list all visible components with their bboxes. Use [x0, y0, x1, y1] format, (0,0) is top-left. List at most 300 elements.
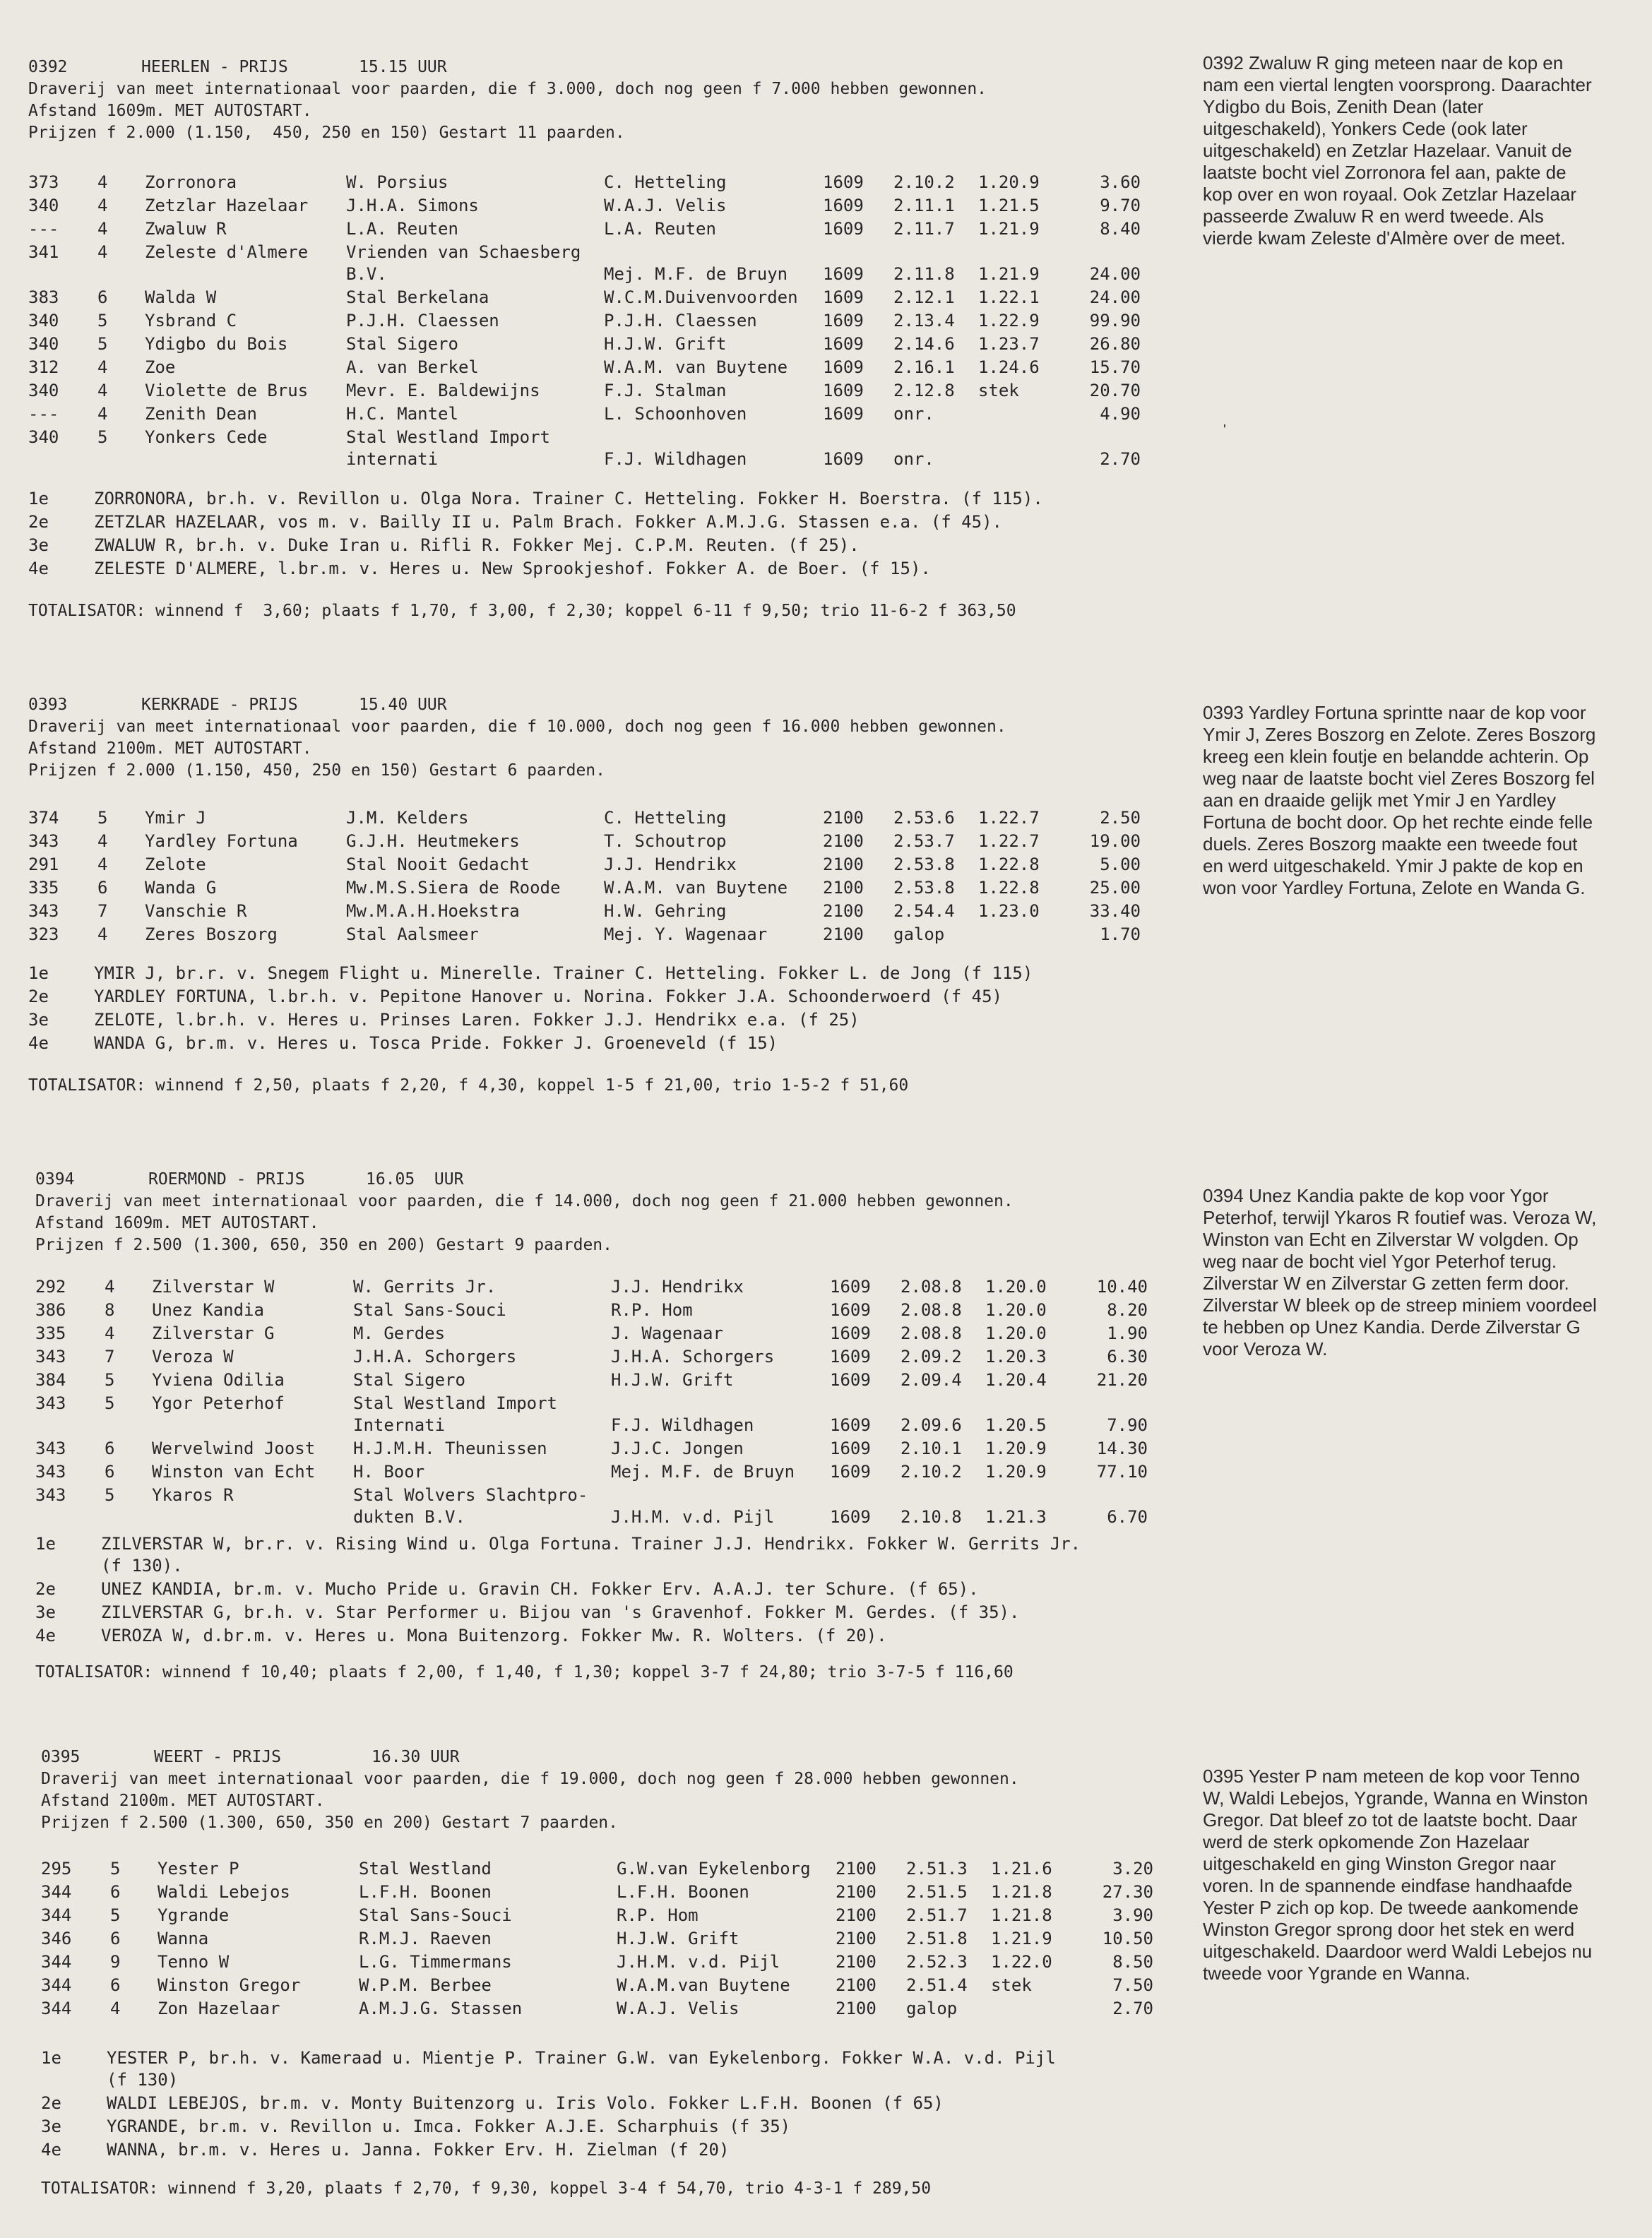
- cell-dist: 1609: [823, 311, 864, 331]
- cell-dist: 1609: [830, 1300, 871, 1320]
- cell-odds: 3.20: [1112, 1859, 1153, 1879]
- cell-t2: 1.24.6: [978, 357, 1040, 377]
- cell-dist: 1609: [823, 172, 864, 192]
- cell-t1: 2.08.8: [901, 1277, 962, 1297]
- cell-a: 5: [97, 808, 108, 828]
- cell-t2: 1.20.5: [985, 1415, 1047, 1435]
- placing-position: 1e: [35, 1534, 56, 1554]
- race-name: WEERT - PRIJS: [154, 1748, 282, 1766]
- cell-d: J.J. Hendrikx: [604, 855, 737, 874]
- placing-position: 4e: [41, 2140, 61, 2160]
- cell-n: 292: [35, 1277, 66, 1297]
- cell-t1: 2.53.8: [893, 878, 955, 898]
- placings: [41, 2047, 1213, 2162]
- race-time: 16.05 UUR: [366, 1170, 464, 1189]
- cell-t2: 1.20.0: [985, 1300, 1047, 1320]
- cell-a: 4: [97, 242, 108, 262]
- cell-n: 343: [35, 1347, 66, 1367]
- cell-dist: 1609: [823, 381, 864, 400]
- cell-o: Stal Wolvers Slachtpro-: [353, 1485, 588, 1505]
- cell-t1: 2.53.6: [893, 808, 955, 828]
- cell-n: 344: [41, 1905, 72, 1925]
- result-row: [28, 403, 1187, 426]
- cell-a: 8: [105, 1300, 115, 1320]
- race-name: HEERLEN - PRIJS: [141, 58, 288, 76]
- cell-o: A.M.J.G. Stassen: [359, 1999, 523, 2018]
- cell-t1: 2.09.6: [901, 1415, 962, 1435]
- cell-d: T. Schoutrop: [604, 831, 727, 851]
- cell-t1: 2.12.8: [893, 381, 955, 400]
- cell-d: J. Wagenaar: [611, 1323, 723, 1343]
- cell-o: W.P.M. Berbee: [359, 1975, 492, 1995]
- cell-dist: 2100: [836, 1882, 876, 1902]
- cell-t2: 1.20.9: [985, 1462, 1047, 1482]
- result-row: [35, 1345, 1194, 1369]
- placing-text: WANDA G, br.m. v. Heres u. Tosca Pride. Fokker J. Groeneveld (f 15): [94, 1033, 778, 1053]
- cell-a: 6: [110, 1975, 121, 1995]
- race-conditions: Draverij van meet internationaal voor paarden, die f 10.000, doch nog geen f 16.000 hebben gewonnen.: [28, 718, 1006, 736]
- placing-text: ZORRONORA, br.h. v. Revillon u. Olga Nora. Trainer C. Hetteling. Fokker H. Boerstra. (f 115).: [94, 489, 1043, 508]
- stray-mark: ': [1223, 422, 1226, 438]
- cell-n: 343: [35, 1485, 66, 1505]
- cell-odds: 1.70: [1100, 924, 1141, 944]
- race-conditions: Draverij van meet internationaal voor paarden, die f 19.000, doch nog geen f 28.000 hebben gewonnen.: [41, 1770, 1019, 1788]
- cell-t2: 1.20.4: [985, 1370, 1047, 1390]
- cell-n: 383: [28, 287, 59, 307]
- cell-a: 7: [105, 1347, 115, 1367]
- cell-t2: 1.21.6: [991, 1859, 1052, 1879]
- cell-a: 4: [105, 1277, 115, 1297]
- cell-h: Winston van Echt: [152, 1462, 316, 1482]
- cell-h: Unez Kandia: [152, 1300, 264, 1320]
- race-commentary: 0392 Zwaluw R ging meteen naar de kop en nam een viertal lengten voorsprong. Daarachter Ydigbo du Bois, Zenith Dean (later uitgeschakeld), Yonkers Cede (ook later uitgeschakeld) en Zetzlar Hazelaar. Vanuit de laatste bocht viel Zorronora fel aan, pakte de kop over en won royaal. Ook Zetzlar Hazelaar passeerde Zwaluw R en werd tweede. Als vierde kwam Zeleste d'Almère over de meet.: [1203, 52, 1592, 249]
- cell-dist: 1609: [823, 264, 864, 284]
- cell-odds: 3.60: [1100, 172, 1141, 192]
- placing-text-cont: (f 130): [107, 2070, 179, 2090]
- cell-dist: 1609: [830, 1323, 871, 1343]
- cell-d: J.J.C. Jongen: [611, 1439, 744, 1458]
- result-row: [28, 923, 1187, 946]
- cell-odds: 14.30: [1096, 1439, 1148, 1458]
- cell-owner-cont: B.V.: [346, 264, 387, 284]
- cell-dist: 2100: [823, 878, 864, 898]
- cell-h: Yonkers Cede: [145, 427, 268, 447]
- cell-t2: 1.22.8: [978, 855, 1040, 874]
- result-row: [28, 876, 1187, 900]
- cell-t2: 1.22.1: [978, 287, 1040, 307]
- cell-h: Zilverstar G: [152, 1323, 275, 1343]
- cell-odds: 24.00: [1089, 287, 1141, 307]
- cell-n: ---: [28, 219, 59, 239]
- cell-n: 343: [35, 1462, 66, 1482]
- cell-d: W.A.J. Velis: [617, 1999, 739, 2018]
- cell-d: F.J. Wildhagen: [604, 449, 747, 469]
- placing-line: [28, 557, 1201, 581]
- cell-d: Mej. M.F. de Bruyn: [604, 264, 788, 284]
- cell-o: Stal Berkelana: [346, 287, 489, 307]
- placing-line: [41, 2138, 1213, 2162]
- cell-o: H.J.M.H. Theunissen: [353, 1439, 547, 1458]
- result-row: [35, 1322, 1194, 1345]
- cell-t2: 1.22.7: [978, 808, 1040, 828]
- cell-t1: galop: [893, 924, 945, 944]
- cell-dist: 1609: [830, 1370, 871, 1390]
- cell-h: Wanda G: [145, 878, 217, 898]
- cell-d: J.J. Hendrikx: [611, 1277, 744, 1297]
- cell-t2: stek: [991, 1975, 1032, 1995]
- result-row: [41, 1974, 1199, 1997]
- result-row: [41, 1951, 1199, 1974]
- cell-a: 4: [97, 219, 108, 239]
- placing-position: 2e: [28, 987, 49, 1006]
- race-distance: Afstand 1609m. MET AUTOSTART.: [35, 1214, 319, 1232]
- cell-t1: 2.09.4: [901, 1370, 962, 1390]
- cell-o: L.G. Timmermans: [359, 1952, 512, 1972]
- placing-position: 1e: [28, 963, 49, 983]
- cell-t2: 1.20.9: [978, 172, 1040, 192]
- cell-t1: onr.: [893, 449, 934, 469]
- cell-a: 5: [97, 334, 108, 354]
- result-row: [35, 1484, 1194, 1529]
- race-conditions: Draverij van meet internationaal voor paarden, die f 3.000, doch nog geen f 7.000 hebben gewonnen.: [28, 80, 987, 98]
- results-table: [28, 806, 1187, 946]
- race-heading: [28, 56, 447, 78]
- cell-t1: 2.13.4: [893, 311, 955, 331]
- cell-dist: 1609: [823, 196, 864, 215]
- cell-dist: 1609: [830, 1347, 871, 1367]
- cell-dist: 1609: [823, 219, 864, 239]
- placing-text: YARDLEY FORTUNA, l.br.h. v. Pepitone Hanover u. Norina. Fokker J.A. Schoonderwoerd (f 45): [94, 987, 1002, 1006]
- result-row: [28, 194, 1187, 218]
- cell-h: Zeres Boszorg: [145, 924, 278, 944]
- cell-odds: 2.50: [1100, 808, 1141, 828]
- cell-d: L.F.H. Boonen: [617, 1882, 749, 1902]
- cell-d: H.W. Gehring: [604, 901, 727, 921]
- cell-a: 6: [105, 1439, 115, 1458]
- cell-dist: 2100: [823, 831, 864, 851]
- cell-d: Mej. Y. Wagenaar: [604, 924, 768, 944]
- cell-t1: 2.53.7: [893, 831, 955, 851]
- cell-h: Ygrande: [158, 1905, 230, 1925]
- cell-h: Vanschie R: [145, 901, 247, 921]
- placing-line: [35, 1578, 1208, 1601]
- cell-h: Zelote: [145, 855, 206, 874]
- cell-dist: 2100: [836, 1975, 876, 1995]
- cell-odds: 99.90: [1089, 311, 1141, 331]
- placing-position: 2e: [35, 1579, 56, 1599]
- cell-t1: 2.16.1: [893, 357, 955, 377]
- cell-d: C. Hetteling: [604, 808, 727, 828]
- cell-n: ---: [28, 404, 59, 424]
- result-row: [35, 1437, 1194, 1460]
- race-code: 0392: [28, 58, 68, 76]
- cell-a: 5: [105, 1393, 115, 1413]
- cell-odds: 2.70: [1112, 1999, 1153, 2018]
- cell-o: H. Boor: [353, 1462, 425, 1482]
- race-prizes: Prijzen f 2.500 (1.300, 650, 350 en 200) Gestart 9 paarden.: [35, 1236, 612, 1254]
- cell-a: 9: [110, 1952, 121, 1972]
- placing-line: [28, 962, 1201, 985]
- cell-a: 4: [97, 831, 108, 851]
- cell-h: Zetzlar Hazelaar: [145, 196, 309, 215]
- cell-t1: 2.54.4: [893, 901, 955, 921]
- cell-t1: galop: [906, 1999, 958, 2018]
- placing-line: [35, 1601, 1208, 1624]
- cell-t1: onr.: [893, 404, 934, 424]
- cell-h: Yester P: [158, 1859, 239, 1879]
- race-conditions: Draverij van meet internationaal voor paarden, die f 14.000, doch nog geen f 21.000 hebben gewonnen.: [35, 1192, 1014, 1210]
- cell-o: Stal Sigero: [346, 334, 458, 354]
- cell-d: C. Hetteling: [604, 172, 727, 192]
- race-code: 0394: [35, 1170, 75, 1189]
- placing-position: 4e: [35, 1626, 56, 1645]
- cell-a: 4: [110, 1999, 121, 2018]
- cell-h: Ysbrand C: [145, 311, 237, 331]
- cell-odds: 24.00: [1089, 264, 1141, 284]
- result-row: [28, 309, 1187, 333]
- cell-o: M. Gerdes: [353, 1323, 446, 1343]
- cell-a: 5: [110, 1905, 121, 1925]
- cell-odds: 15.70: [1089, 357, 1141, 377]
- cell-o: Stal Aalsmeer: [346, 924, 479, 944]
- result-row: [28, 218, 1187, 241]
- cell-t1: 2.51.3: [906, 1859, 968, 1879]
- results-table: [35, 1275, 1194, 1529]
- results-table: [28, 171, 1187, 471]
- race-distance: Afstand 2100m. MET AUTOSTART.: [28, 739, 312, 758]
- cell-n: 343: [35, 1439, 66, 1458]
- cell-t2: 1.22.8: [978, 878, 1040, 898]
- result-row: [35, 1460, 1194, 1484]
- cell-dist: 1609: [830, 1507, 871, 1527]
- result-row: [41, 1881, 1199, 1904]
- cell-n: 373: [28, 172, 59, 192]
- cell-h: Ykaros R: [152, 1485, 234, 1505]
- cell-t2: 1.20.0: [985, 1323, 1047, 1343]
- cell-t2: 1.21.3: [985, 1507, 1047, 1527]
- cell-o: Stal Nooit Gedacht: [346, 855, 530, 874]
- race-heading: [41, 1746, 460, 1768]
- cell-odds: 10.40: [1096, 1277, 1148, 1297]
- cell-odds: 1.90: [1107, 1323, 1148, 1343]
- placing-line: [28, 1032, 1201, 1055]
- placing-text: ZELOTE, l.br.h. v. Heres u. Prinses Laren. Fokker J.J. Hendrikx e.a. (f 25): [94, 1010, 860, 1030]
- race-name: KERKRADE - PRIJS: [141, 696, 298, 714]
- race-commentary: 0393 Yardley Fortuna sprintte naar de kop voor Ymir J, Zeres Boszorg en Zelote. Zeres Boszorg kreeg een klein foutje en belandde achterin. Op weg naar de laatste bocht viel Zeres Boszorg fel aan en draaide gelijk met Ymir J en Yardley Fortuna de bocht door. Op het rechte einde felle duels. Zeres Boszorg maakte een tweede fout en werd uitgeschakeld. Ymir J pakte de kop en won voor Yardley Fortuna, Zelote en Wanda G.: [1203, 702, 1596, 898]
- cell-n: 384: [35, 1370, 66, 1390]
- cell-o: J.H.A. Schorgers: [353, 1347, 517, 1367]
- cell-h: Wanna: [158, 1929, 209, 1948]
- race-prizes: Prijzen f 2.000 (1.150, 450, 250 en 150) Gestart 6 paarden.: [28, 761, 605, 780]
- cell-t2: 1.23.0: [978, 901, 1040, 921]
- cell-t2: 1.21.8: [991, 1882, 1052, 1902]
- cell-o: G.J.H. Heutmekers: [346, 831, 520, 851]
- cell-o: Stal Westland: [359, 1859, 492, 1879]
- race-heading: [28, 694, 447, 716]
- cell-n: 312: [28, 357, 59, 377]
- placing-text-cont: (f 130).: [101, 1556, 183, 1576]
- cell-dist: 2100: [836, 1905, 876, 1925]
- race-prizes: Prijzen f 2.500 (1.300, 650, 350 en 200) Gestart 7 paarden.: [41, 1814, 618, 1832]
- placing-text: YESTER P, br.h. v. Kameraad u. Mientje P. Trainer G.W. van Eykelenborg. Fokker W.A. v.d. Pijl: [107, 2048, 1056, 2068]
- cell-o: Mw.M.A.H.Hoekstra: [346, 901, 520, 921]
- cell-n: 340: [28, 427, 59, 447]
- cell-d: L.A. Reuten: [604, 219, 716, 239]
- cell-h: Wervelwind Joost: [152, 1439, 316, 1458]
- race-commentary: 0394 Unez Kandia pakte de kop voor Ygor Peterhof, terwijl Ykaros R foutief was. Veroza W, Winston van Echt en Zilverstar W volgden. Op weg naar de bocht viel Ygor Peterhof terug. Zilverstar W en Zilverstar G zetten ferm door. Zilverstar W bleek op de streep miniem voordeel te hebben op Unez Kandia. Derde Zilverstar G voor Veroza W.: [1203, 1185, 1597, 1359]
- cell-t2: stek: [978, 381, 1019, 400]
- cell-odds: 5.00: [1100, 855, 1141, 874]
- cell-h: Ymir J: [145, 808, 206, 828]
- cell-odds: 21.20: [1096, 1370, 1148, 1390]
- cell-dist: 1609: [830, 1415, 871, 1435]
- cell-odds: 26.80: [1089, 334, 1141, 354]
- cell-odds: 6.70: [1107, 1507, 1148, 1527]
- cell-odds: 20.70: [1089, 381, 1141, 400]
- race-time: 15.15 UUR: [359, 58, 447, 76]
- race-time: 15.40 UUR: [359, 696, 447, 714]
- cell-n: 386: [35, 1300, 66, 1320]
- placing-line: [41, 2092, 1213, 2115]
- cell-h: Zilverstar W: [152, 1277, 275, 1297]
- placing-text: ZELESTE D'ALMERE, l.br.m. v. Heres u. New Sprookjeshof. Fokker A. de Boer. (f 15).: [94, 559, 931, 578]
- cell-h: Violette de Brus: [145, 381, 309, 400]
- result-row: [28, 171, 1187, 194]
- result-row: [35, 1299, 1194, 1322]
- cell-d: W.A.J. Velis: [604, 196, 727, 215]
- cell-d: W.A.M.van Buytene: [617, 1975, 790, 1995]
- cell-dist: 2100: [823, 901, 864, 921]
- placing-position: 3e: [41, 2117, 61, 2136]
- cell-d: F.J. Stalman: [604, 381, 727, 400]
- cell-t1: 2.10.2: [901, 1462, 962, 1482]
- cell-a: 4: [97, 196, 108, 215]
- cell-t2: 1.23.7: [978, 334, 1040, 354]
- cell-d: H.J.W. Grift: [617, 1929, 739, 1948]
- race-code: 0395: [41, 1748, 81, 1766]
- cell-h: Zenith Dean: [145, 404, 257, 424]
- cell-odds: 19.00: [1089, 831, 1141, 851]
- cell-t1: 2.08.8: [901, 1300, 962, 1320]
- totalisator: TOTALISATOR: winnend f 2,50, plaats f 2,20, f 4,30, koppel 1-5 f 21,00, trio 1-5-2 f 51,60: [28, 1076, 909, 1095]
- placing-text: WANNA, br.m. v. Heres u. Janna. Fokker Erv. H. Zielman (f 20): [107, 2140, 730, 2160]
- cell-h: Tenno W: [158, 1952, 230, 1972]
- cell-t2: 1.21.9: [978, 264, 1040, 284]
- cell-o: J.M. Kelders: [346, 808, 469, 828]
- cell-o: Stal Westland Import: [353, 1393, 557, 1413]
- cell-t2: 1.20.0: [985, 1277, 1047, 1297]
- placing-text: VEROZA W, d.br.m. v. Heres u. Mona Buitenzorg. Fokker Mw. R. Wolters. (f 20).: [101, 1626, 887, 1645]
- cell-n: 344: [41, 1952, 72, 1972]
- cell-t2: 1.21.9: [978, 219, 1040, 239]
- cell-d: R.P. Hom: [611, 1300, 693, 1320]
- cell-odds: 33.40: [1089, 901, 1141, 921]
- cell-o: Stal Sans-Souci: [353, 1300, 506, 1320]
- cell-dist: 1609: [830, 1439, 871, 1458]
- cell-n: 340: [28, 334, 59, 354]
- cell-odds: 3.90: [1112, 1905, 1153, 1925]
- cell-a: 4: [97, 924, 108, 944]
- placing-position: 2e: [41, 2093, 61, 2113]
- cell-n: 344: [41, 1975, 72, 1995]
- race-code: 0393: [28, 696, 68, 714]
- cell-a: 4: [97, 404, 108, 424]
- cell-o: H.C. Mantel: [346, 404, 458, 424]
- cell-h: Yardley Fortuna: [145, 831, 298, 851]
- cell-t1: 2.11.7: [893, 219, 955, 239]
- cell-dist: 1609: [830, 1462, 871, 1482]
- cell-o: Stal Sans-Souci: [359, 1905, 512, 1925]
- cell-owner-cont: internati: [346, 449, 439, 469]
- cell-t1: 2.11.8: [893, 264, 955, 284]
- totalisator: TOTALISATOR: winnend f 3,20, plaats f 2,70, f 9,30, koppel 3-4 f 54,70, trio 4-3-1 f 289,50: [41, 2179, 932, 2198]
- cell-odds: 8.40: [1100, 219, 1141, 239]
- result-row: [28, 806, 1187, 830]
- cell-d: J.H.M. v.d. Pijl: [611, 1507, 775, 1527]
- cell-t1: 2.11.1: [893, 196, 955, 215]
- result-row: [28, 241, 1187, 286]
- cell-t2: 1.22.9: [978, 311, 1040, 331]
- result-row: [41, 1927, 1199, 1951]
- result-row: [35, 1275, 1194, 1299]
- cell-a: 5: [105, 1370, 115, 1390]
- cell-dist: 1609: [830, 1277, 871, 1297]
- cell-h: Zoe: [145, 357, 176, 377]
- cell-d: P.J.H. Claessen: [604, 311, 757, 331]
- cell-a: 4: [97, 381, 108, 400]
- placing-line: [28, 1008, 1201, 1032]
- cell-t2: 1.20.9: [985, 1439, 1047, 1458]
- placing-line: [35, 1624, 1208, 1648]
- cell-odds: 77.10: [1096, 1462, 1148, 1482]
- cell-n: 343: [35, 1393, 66, 1413]
- cell-odds: 25.00: [1089, 878, 1141, 898]
- cell-dist: 1609: [823, 449, 864, 469]
- result-row: [28, 853, 1187, 876]
- race-heading: [35, 1169, 464, 1191]
- cell-t1: 2.14.6: [893, 334, 955, 354]
- placing-line: [28, 511, 1201, 534]
- cell-n: 340: [28, 311, 59, 331]
- cell-dist: 2100: [823, 808, 864, 828]
- cell-h: Zeleste d'Almere: [145, 242, 309, 262]
- cell-t1: 2.51.5: [906, 1882, 968, 1902]
- result-row: [35, 1392, 1194, 1437]
- cell-d: W.A.M. van Buytene: [604, 357, 788, 377]
- cell-n: 374: [28, 808, 59, 828]
- cell-dist: 1609: [823, 287, 864, 307]
- placings: [28, 962, 1201, 1055]
- cell-a: 6: [110, 1929, 121, 1948]
- cell-n: 344: [41, 1999, 72, 2018]
- cell-t1: 2.09.2: [901, 1347, 962, 1367]
- placing-line: [28, 534, 1201, 557]
- cell-h: Zon Hazelaar: [158, 1999, 280, 2018]
- cell-odds: 27.30: [1102, 1882, 1153, 1902]
- cell-d: W.A.M. van Buytene: [604, 878, 788, 898]
- placing-line: [28, 985, 1201, 1008]
- cell-a: 6: [105, 1462, 115, 1482]
- placing-line: [41, 2115, 1213, 2138]
- cell-n: 335: [35, 1323, 66, 1343]
- cell-n: 323: [28, 924, 59, 944]
- cell-o: A. van Berkel: [346, 357, 479, 377]
- cell-a: 6: [97, 878, 108, 898]
- cell-t1: 2.51.7: [906, 1905, 968, 1925]
- totalisator: TOTALISATOR: winnend f 3,60; plaats f 1,70, f 3,00, f 2,30; koppel 6-11 f 9,50; trio 11-6-2 f 363,50: [28, 602, 1016, 620]
- placing-text: ZILVERSTAR G, br.h. v. Star Performer u. Bijou van 's Gravenhof. Fokker M. Gerdes. (f 35).: [101, 1602, 1020, 1622]
- cell-t1: 2.52.3: [906, 1952, 968, 1972]
